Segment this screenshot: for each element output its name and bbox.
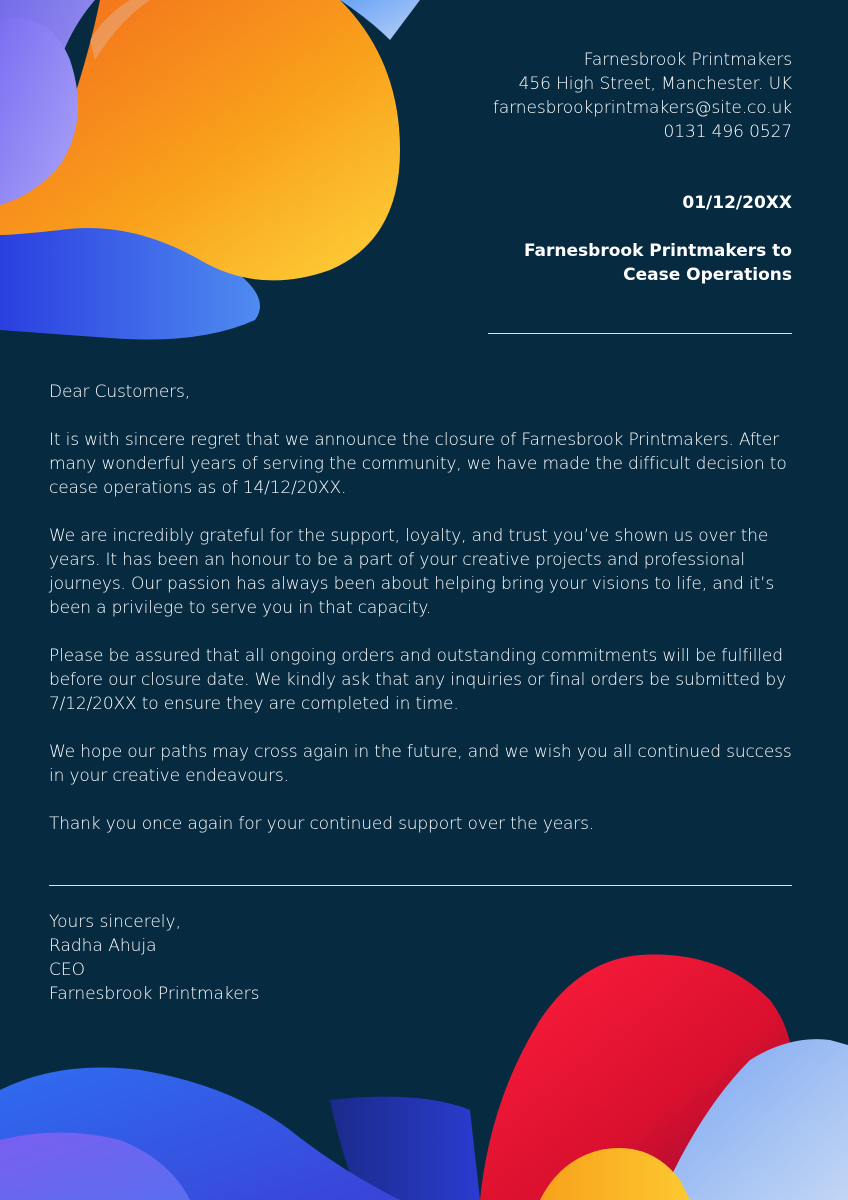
decorative-blobs-top	[0, 0, 420, 340]
sender-address: 456 High Street, Manchester. UK	[518, 74, 792, 94]
valediction: Yours sincerely,	[49, 912, 181, 932]
letter-subject: Farnesbrook Printmakers to Cease Operations	[523, 241, 792, 285]
body-paragraph: It is with sincere regret that we announce the closure of Farnesbrook Printmakers. After many wonderful years of serving the community, we have made the difficult decision to cease operations as of 14/12/20XX.	[49, 430, 787, 498]
body-paragraph: Thank you once again for your continued support over the years.	[49, 814, 595, 834]
letter-body	[49, 380, 797, 860]
sender-block	[493, 48, 792, 144]
signer-company: Farnesbrook Printmakers	[49, 984, 260, 1004]
signer-title: CEO	[49, 960, 85, 980]
closing-divider	[49, 885, 792, 886]
signer-name: Radha Ahuja	[49, 936, 157, 956]
letter-date: 01/12/20XX	[682, 193, 792, 213]
signature-block	[49, 910, 260, 1006]
sender-company: Farnesbrook Printmakers	[583, 50, 792, 70]
body-paragraph: Please be assured that all ongoing orders and outstanding commitments will be fulfilled before our closure date. We kindly ask that any inquiries or final orders be submitted by 7/12/20XX to ensure they are completed in time.	[49, 646, 786, 714]
sender-email: farnesbrookprintmakers@site.co.uk	[493, 98, 792, 118]
body-paragraph: We are incredibly grateful for the support, loyalty, and trust you’ve shown us over the years. It has been an honour to be a part of your creative projects and professional journeys. Our passion has always been about helping bring your visions to life, and it’s been a privilege to serve you in that capacity.	[49, 526, 775, 618]
greeting: Dear Customers,	[49, 382, 190, 402]
subject-divider	[488, 333, 792, 334]
body-paragraph: We hope our paths may cross again in the future, and we wish you all continued success in your creative endeavours.	[49, 742, 792, 786]
sender-phone: 0131 496 0527	[663, 122, 792, 142]
